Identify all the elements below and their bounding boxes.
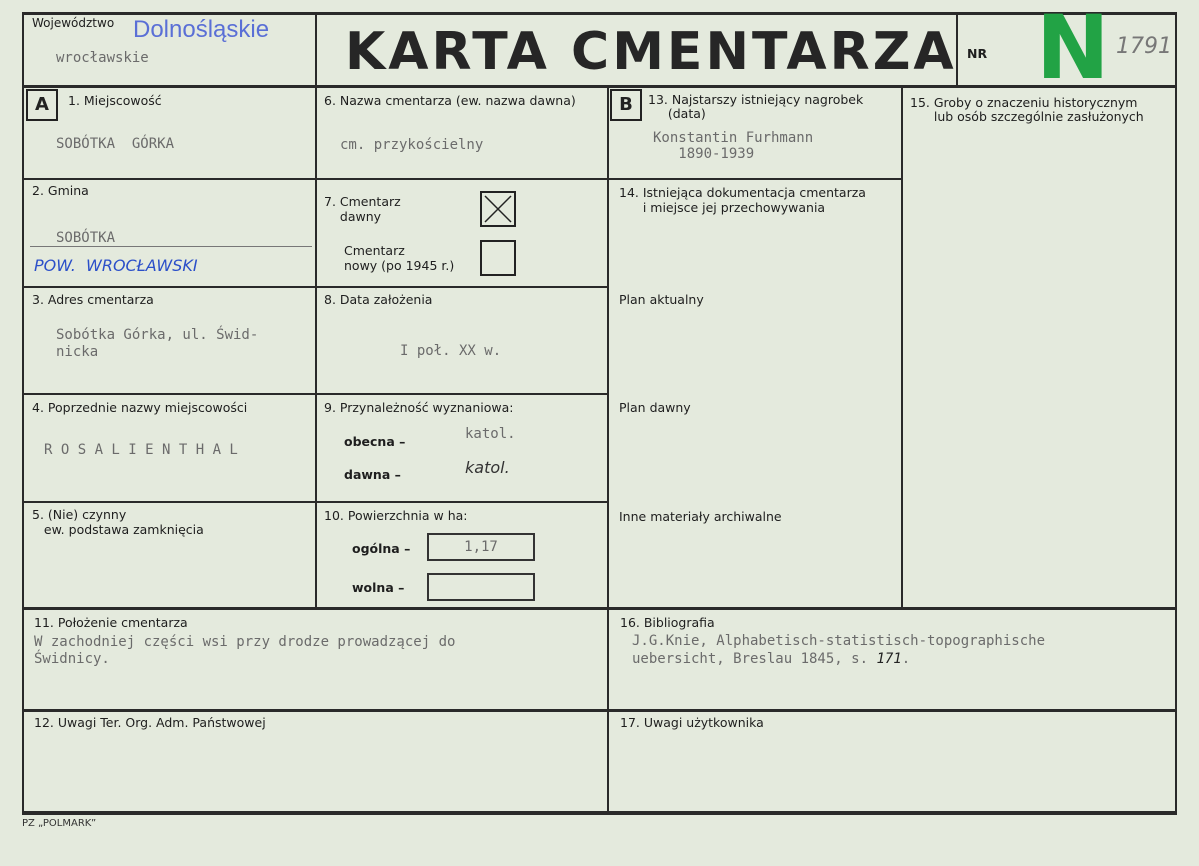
f5-label: 5. (Nie) czynny ew. podstawa zamknięcia [32, 507, 204, 537]
f10-free-label: wolna – [352, 580, 405, 595]
f8-label: 8. Data założenia [324, 292, 433, 307]
f10-label: 10. Powierzchnia w ha: [324, 508, 468, 523]
border-line [22, 286, 608, 288]
f10-free-field[interactable] [427, 573, 535, 601]
f10-total-field[interactable]: 1,17 [427, 533, 535, 561]
f12-label: 12. Uwagi Ter. Org. Adm. Państwowej [34, 715, 266, 730]
f2-handwritten: POW. WROCŁAWSKI [34, 256, 198, 275]
f7-old-checkbox[interactable] [480, 191, 516, 227]
border-line [1175, 12, 1177, 814]
printer-label: PZ „POLMARK” [22, 818, 97, 829]
nr-label: NR [967, 46, 988, 61]
section-b-letter: B [610, 89, 642, 121]
plan-current-label: Plan aktualny [619, 292, 704, 307]
f9-former-value: katol. [465, 458, 510, 477]
f7-old-label: 7. Cmentarz dawny [324, 194, 401, 224]
f14-label: 14. Istniejąca dokumentacja cmentarza i miejsce jej przechowywania [619, 185, 866, 215]
f8-value: I poł. XX w. [400, 343, 502, 359]
f16-value: J.G.Knie, Alphabetisch-statistisch-topographische uebersicht, Breslau 1845, s. 171. [632, 633, 1046, 667]
f6-label: 6. Nazwa cmentarza (ew. nazwa dawna) [324, 93, 576, 108]
f4-label: 4. Poprzednie nazwy miejscowości [32, 400, 248, 415]
f15-label: 15. Groby o znaczeniu historycznym lub osób szczególnie zasłużonych [910, 95, 1144, 124]
f10-total-label: ogólna – [352, 541, 411, 556]
f16-label: 16. Bibliografia [620, 615, 715, 630]
f9-current-label: obecna – [344, 434, 406, 449]
border-line [22, 393, 608, 395]
f3-label: 3. Adres cmentarza [32, 292, 154, 307]
border-line [22, 811, 1177, 815]
border-line [315, 12, 317, 608]
border-line [22, 12, 1177, 15]
nr-mark: N [1036, 0, 1110, 99]
f3-value: Sobótka Górka, ul. Świd- nicka [56, 327, 259, 360]
f2-value: SOBÓTKA [56, 230, 116, 246]
f9-current-value: katol. [465, 426, 516, 442]
f7-new-checkbox[interactable] [480, 240, 516, 276]
border-line [22, 607, 1177, 610]
f11-value: W zachodniej części wsi przy drodze prowadzącej do Świdnicy. [34, 634, 456, 667]
f9-label: 9. Przynależność wyznaniowa: [324, 400, 514, 415]
wojewodztwo-label: Województwo [32, 16, 115, 30]
border-line [22, 501, 608, 503]
f7-new-label: Cmentarz nowy (po 1945 r.) [344, 243, 455, 273]
border-line [22, 178, 902, 180]
f1-value: SOBÓTKA GÓRKA [56, 136, 175, 152]
divider [30, 246, 312, 247]
f13-label: 13. Najstarszy istniejący nagrobek (data) [648, 92, 864, 121]
wojewodztwo-value: wrocławskie [56, 50, 149, 66]
border-line [901, 86, 903, 608]
border-line [22, 85, 1177, 88]
wojewodztwo-stamp: Dolnośląskie [133, 16, 270, 43]
plan-old-label: Plan dawny [619, 400, 691, 415]
f17-label: 17. Uwagi użytkownika [620, 715, 764, 730]
section-a-letter: A [26, 89, 58, 121]
other-materials-label: Inne materiały archiwalne [619, 509, 782, 524]
f4-value: R O S A L I E N T H A L [44, 442, 238, 458]
f16-text: J.G.Knie, Alphabetisch-statistisch-topographische uebersicht, Breslau 1845, s. [632, 633, 1046, 667]
border-line [22, 12, 24, 814]
f9-former-label: dawna – [344, 467, 401, 482]
f11-label: 11. Położenie cmentarza [34, 615, 188, 630]
check-x-icon [482, 193, 514, 225]
f2-label: 2. Gmina [32, 183, 89, 198]
f6-value: cm. przykościelny [340, 137, 484, 153]
border-line [22, 709, 1177, 712]
border-line [607, 86, 609, 813]
f16-page: 171 [876, 651, 902, 667]
f13-value: Konstantin Furhmann 1890-1939 [653, 130, 814, 162]
f1-label: 1. Miejscowość [68, 93, 162, 108]
page-title: KARTA CMENTARZA [345, 22, 957, 82]
nr-value: 1791 [1116, 34, 1172, 59]
